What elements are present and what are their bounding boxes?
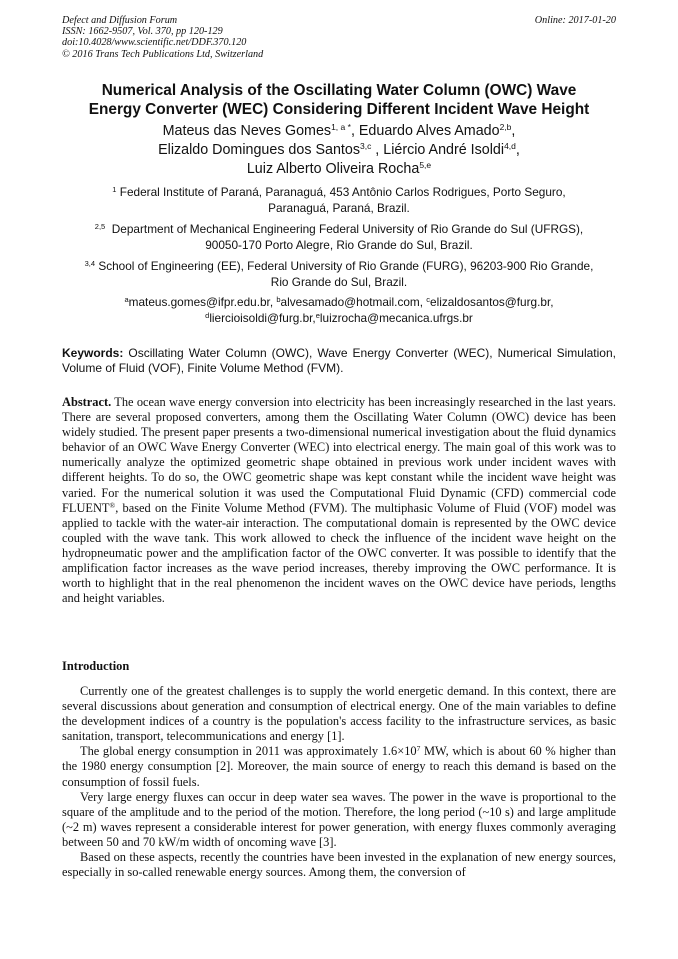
affiliation-1-line-1: Federal Institute of Paraná, Paranaguá, 453 Antônio Carlos Rodrigues, Porto Seguro, — [119, 185, 566, 199]
doi-line: doi:10.4028/www.scientific.net/DDF.370.120 — [62, 37, 247, 49]
email-b: alvesamado@hotmail.com, — [280, 295, 424, 309]
author-emails: $^a$mateus.gomes@ifpr.edu.br, $^b$alvesamado@hotmail.com, $^c$elizaldosantos@furg.br, $^d$liercioisoldi@furg.br,$^e$luizrocha@mecanica.ufrgs.br — [124, 295, 554, 325]
paper-title — [62, 81, 616, 119]
author-5: Luiz Alberto Oliveira Rocha — [246, 161, 420, 177]
intro-paragraph-1: Currently one of the greatest challenges is to supply the world energetic demand. In this context, there are several discussions about generation and consumption of electrical energy. One of the main variables to define the development indices of a country is the population's access facility to the infrastructure services, as basic sanitation, transport, telecommunications and energy [1]. — [62, 684, 616, 744]
author-2: Eduardo Alves Amado — [358, 123, 500, 139]
exponent: 7 — [416, 744, 421, 754]
affiliation-1 — [62, 185, 616, 216]
authors-line-2: Elizaldo Domingues dos Santos$^{3,c}$ , Liércio André Isoldi$^{4,d}$, — [158, 141, 520, 158]
intro-paragraph-2: The global energy consumption in 2011 was approximately $1.6\times 10^7$ MW, which is about 60 % higher than the 1980 energy consumption [2]. Moreover, the main source of energy to reach this demand is based on the consumption of fossil fuels. — [62, 744, 616, 789]
intro-paragraph-3: Very large energy fluxes can occur in deep water sea waves. The power in the wave is proportional to the square of the amplitude and to the period of the motion. Therefore, the long period (~10 s) and large amplitude (~2 m) waves represent a considerable interest for power generation, with energy fluxes commonly averaging between 50 and 70 kW/m width of oncoming wave [3]. — [62, 789, 616, 849]
journal-name: Defect and Diffusion Forum — [62, 15, 178, 26]
author-4-sup: 4,d — [504, 141, 516, 151]
title-line-2: Energy Converter (WEC) Considering Different Incident Wave Height — [88, 101, 590, 118]
author-list — [62, 122, 616, 179]
affiliation-3 — [62, 259, 616, 290]
registered-mark: ® — [109, 500, 116, 510]
author-5-sup: 5,e — [419, 160, 432, 170]
abstract-label: Abstract. — [62, 395, 112, 409]
author-3-sup: 3,c — [359, 141, 372, 151]
intro-paragraph-4: Based on these aspects, recently the countries have been invested in the explanation of new energy sources, especially in so-called renewable energy sources. Among them, the conversion of — [62, 850, 616, 880]
affiliation-3-sup: 3,4 — [84, 259, 96, 268]
affiliation-1-line-2: Paranaguá, Paraná, Brazil. — [268, 200, 410, 215]
abstract-text-1: The ocean wave energy conversion into electricity has been increasingly researched in the last years. There are several proposed converters, among them the Oscillating Water Column (OWC) device has been widely studied. The present paper presents a two-dimensional numerical investigation about the fluid dynamics behavior of an OWC Wave Energy Converter (WEC) into electrical energy. The main goal of this work was to numerically analyze the optimized geometric shape obtained in previous work under incident waves with different heights. To do so, the OWC geometric shape was kept constant while the incident wave height was varied. For the numerical solution it was used the Computational Fluid Dynamic (CFD) commercial code FLUENT — [62, 395, 616, 515]
title-line-1: Numerical Analysis of the Oscillating Water Column (OWC) Wave — [101, 82, 577, 99]
email-a: mateus.gomes@ifpr.edu.br, — [128, 295, 274, 309]
introduction-body — [62, 684, 616, 880]
abstract-text-2: , based on the Finite Volume Method (FVM). The multiphasic Volume of Fluid (VOF) model was applied to tackle with the water-air interaction. The computational domain is represented by the OWC device coupled with the wave tank. This work allowed to check the influence of the incident wave height on the hydropneumatic power and the amplification factor of the OWC converter. It was possible to identify that the amplification factor increases as the wave period increases, thereby improving the OWC performance. It is worth to highlight that in the real phenomenon the incident waves on the OWC device have periods, lengths and height variables. — [62, 500, 616, 606]
keywords — [62, 346, 616, 376]
introduction-heading: Introduction — [62, 659, 130, 673]
author-1-sup: 1, a * — [331, 122, 351, 132]
online-date: Online: 2017-01-20 — [534, 15, 616, 26]
author-4: Liércio André Isoldi — [383, 142, 505, 158]
affiliation-3-line-1: School of Engineering (EE), Federal University of Rio Grande (FURG), 96203-900 Rio Grande, — [98, 259, 594, 273]
keywords-text: Oscillating Water Column (OWC), Wave Energy Converter (WEC), Numerical Simulation, Volume of Fluid (VOF), Finite Volume Method (FVM). — [62, 346, 616, 375]
authors-line-3 — [62, 160, 616, 179]
email-e: luizrocha@mecanica.ufrgs.br — [319, 310, 473, 325]
affiliation-3-line-2: Rio Grande do Sul, Brazil. — [270, 274, 408, 289]
author-1: Mateus das Neves Gomes — [162, 123, 332, 139]
keywords-label: Keywords: — [62, 346, 124, 360]
author-2-sup: 2,b — [499, 122, 512, 132]
email-d: liercioisoldi@furg.br, — [209, 310, 316, 325]
issn-line: ISSN: 1662-9507, Vol. 370, pp 120-129 — [62, 26, 223, 38]
copyright-line: © 2016 Trans Tech Publications Ltd, Switzerland — [62, 48, 264, 60]
authors-line-1: Mateus das Neves Gomes$^{1, a *}$, Eduardo Alves Amado$^{2,b}$, — [162, 122, 516, 139]
journal-header — [62, 15, 616, 60]
abstract — [62, 395, 616, 606]
author-3: Elizaldo Domingues dos Santos — [158, 142, 360, 158]
affiliation-2-sup: 2,5 — [94, 222, 106, 231]
affiliation-2-line-1: Department of Mechanical Engineering Federal University of Rio Grande do Sul (UFRGS), — [111, 222, 584, 236]
affiliation-2-line-2: 90050-170 Porto Alegre, Rio Grande do Sul, Brazil. — [205, 237, 473, 252]
affiliation-2 — [62, 222, 616, 253]
email-c: elizaldosantos@furg.br, — [430, 295, 554, 309]
affiliation-1-sup: 1 — [112, 185, 117, 194]
